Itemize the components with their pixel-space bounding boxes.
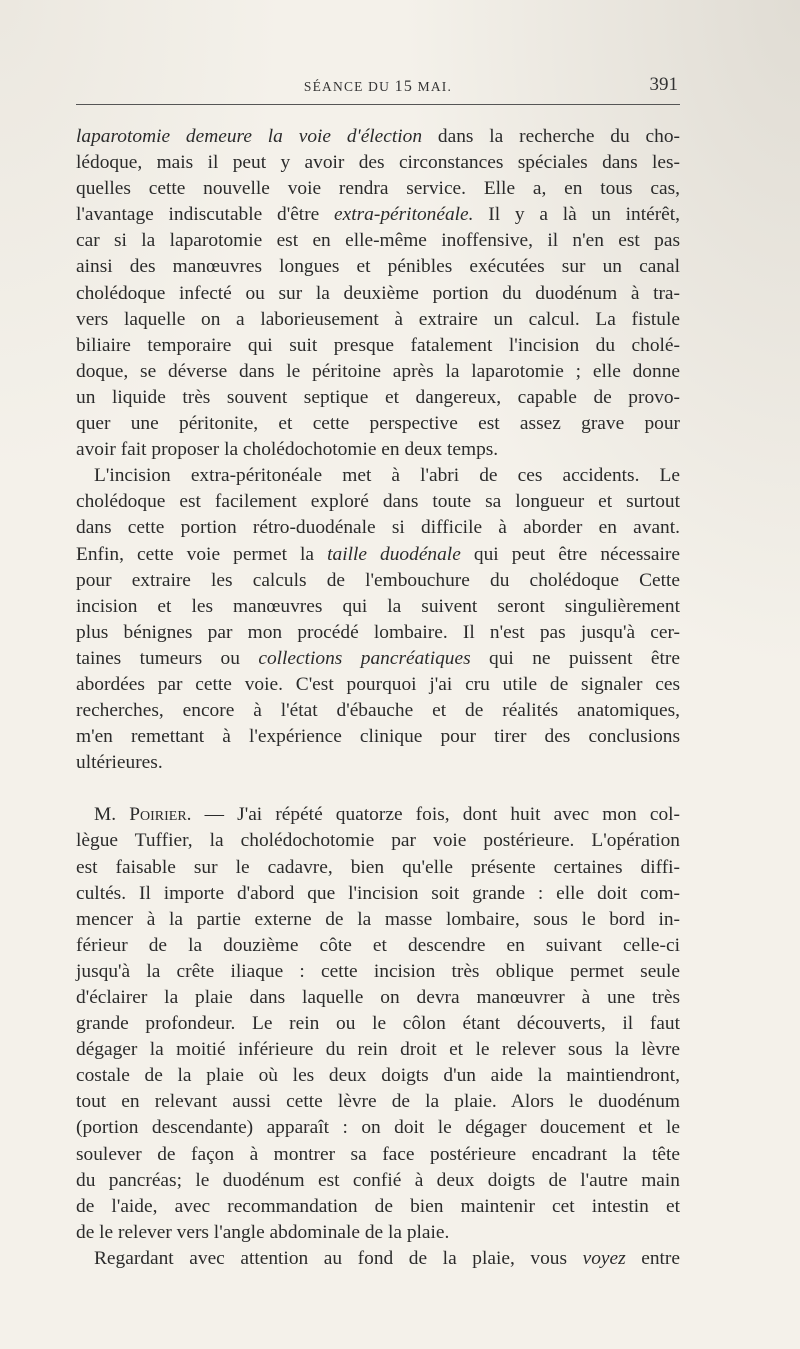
text-line: mencer à la partie externe de la masse lombaire, sous le bord in- — [76, 908, 680, 930]
text-line: abordées par cette voie. C'est pourquoi j'ai cru utile de signaler ces — [76, 673, 680, 695]
paragraph-1 — [76, 124, 680, 463]
text-line: Regardant avec attention au fond de la plaie, vous voyez entre — [94, 1247, 680, 1269]
text-line: du pancréas; le duodénum est confié à deux doigts de l'autre main — [76, 1169, 680, 1191]
text-line: recherches, encore à l'état d'ébauche et de réalités anatomiques, — [76, 700, 680, 722]
text-line: car si la laparotomie est en elle-même inoffensive, il n'en est pas — [76, 230, 680, 252]
text-line: (portion descendante) apparaît : on doit le dégager doucement et le — [76, 1117, 680, 1139]
running-title-day: 15 — [394, 78, 414, 95]
text-line: ultérieures. — [76, 752, 163, 774]
text-line: L'incision extra-péritonéale met à l'abri de ces accidents. Le — [94, 465, 680, 487]
text-line: quelles cette nouvelle voie rendra service. Elle a, en tous cas, — [76, 178, 680, 200]
text-line: incision et les manœuvres qui la suivent seront singulièrement — [76, 595, 680, 617]
paragraph-3 — [76, 802, 680, 1246]
text-line: cultés. Il importe d'abord que l'incision soit grande : elle doit com- — [76, 882, 680, 904]
text-line: quer une péritonite, et cette perspective est assez grave pour — [76, 413, 680, 435]
running-title-suffix: MAI. — [413, 79, 453, 94]
text-line: de le relever vers l'angle abdominale de la plaie. — [76, 1221, 450, 1243]
text-line: cholédoque infecté ou sur la deuxième portion du duodénum à tra- — [76, 282, 680, 304]
running-title — [76, 78, 680, 96]
text-line: férieur de la douzième côte et descendre en suivant celle-ci — [76, 934, 680, 956]
text-line: dans cette portion rétro-duodénale si difficile à aborder en avant. — [76, 517, 680, 539]
text-line: avoir fait proposer la cholédochotomie en deux temps. — [76, 439, 499, 461]
italic-phrase: collections pancréatiques — [258, 647, 471, 669]
text-line: lédoque, mais il peut y avoir des circonstances spéciales dans les- — [76, 152, 680, 174]
paragraph-gap — [76, 776, 680, 802]
paragraph-2 — [76, 463, 680, 776]
text-line: M. Poirier. — J'ai répété quatorze fois, dont huit avec mon col- — [94, 804, 681, 826]
text-line: ainsi des manœuvres longues et pénibles exécutées sur un canal — [76, 256, 680, 278]
text-line: un liquide très souvent septique et dangereux, capable de provo- — [76, 386, 680, 408]
header-rule — [76, 104, 680, 105]
italic-phrase: laparotomie demeure la voie d'élection — [76, 126, 423, 147]
text-line: taines tumeurs ou collections pancréatiques qui ne puissent être — [76, 647, 680, 669]
italic-phrase: taille duodénale — [327, 543, 461, 565]
text-line: soulever de façon à montrer sa face postérieure encadrant la tête — [76, 1143, 680, 1165]
paragraph-4 — [76, 1246, 680, 1272]
speaker-name: M. Poirier. — [94, 804, 192, 826]
text-line: l'avantage indiscutable d'être extra-péritonéale. Il y a là un intérêt, — [76, 204, 680, 226]
text-line: cholédoque est facilement exploré dans toute sa longueur et surtout — [76, 491, 680, 513]
text-line: costale de la plaie où les deux doigts d'un aide la maintiendront, — [76, 1065, 680, 1087]
text-line: est faisable sur le cadavre, bien qu'elle présente certaines diffi- — [76, 856, 680, 878]
text-line: doque, se déverse dans le péritoine après la laparotomie ; elle donne — [76, 360, 680, 382]
page-number: 391 — [649, 74, 678, 95]
text-line: lègue Tuffier, la cholédochotomie par voie postérieure. L'opération — [76, 830, 680, 852]
text-line: jusqu'à la crête iliaque : cette incision très oblique permet seule — [76, 960, 680, 982]
body-text — [76, 124, 680, 1272]
text-line: tout en relevant aussi cette lèvre de la plaie. Alors le duodénum — [76, 1091, 680, 1113]
text-line: vers laquelle on a laborieusement à extraire un calcul. La fistule — [76, 308, 680, 330]
text-line: plus bénignes par mon procédé lombaire. Il n'est pas jusqu'à cer- — [76, 621, 680, 643]
running-title-prefix: SÉANCE DU — [303, 79, 395, 94]
text-line: m'en remettant à l'expérience clinique pour tirer des conclusions — [76, 726, 680, 748]
text-line: dégager la moitié inférieure du rein droit et le relever sous la lèvre — [76, 1039, 680, 1061]
italic-phrase: extra-péritonéale. — [334, 204, 474, 226]
text-line: pour extraire les calculs de l'embouchure du cholédoque Cette — [76, 569, 680, 591]
italic-phrase: voyez — [582, 1247, 626, 1269]
text-line: d'éclairer la plaie dans laquelle on devra manœuvrer à une très — [76, 987, 680, 1008]
page-header — [76, 72, 680, 102]
text-line: biliaire temporaire qui suit presque fatalement l'incision du cholé- — [76, 334, 680, 356]
text-line: Enfin, cette voie permet la taille duodénale qui peut être nécessaire — [76, 543, 680, 565]
text-line: grande profondeur. Le rein ou le côlon étant découverts, il faut — [76, 1013, 680, 1035]
text-line: laparotomie demeure la voie d'élection dans la recherche du cho- — [76, 126, 680, 147]
text-line: de l'aide, avec recommandation de bien maintenir cet intestin et — [76, 1195, 680, 1217]
